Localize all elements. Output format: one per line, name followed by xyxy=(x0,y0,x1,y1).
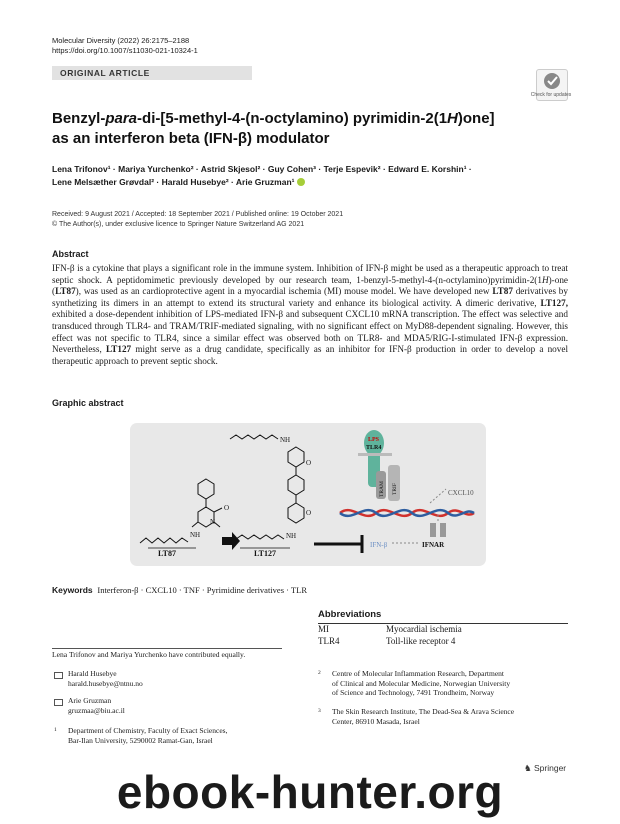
affiliation-number-3: 3 xyxy=(318,708,321,714)
lt127-nh-bottom: NH xyxy=(286,532,297,540)
journal-volume: Molecular Diversity (2022) 26:2175–2188 xyxy=(52,36,190,45)
mail-icon xyxy=(54,672,63,679)
affiliation-1: Department of Chemistry, Faculty of Exact Sciences, Bar-Ilan University, 5290002 Ramat-Gan, Israel xyxy=(68,726,228,745)
graphic-abstract-svg xyxy=(130,423,486,566)
ifnb-label: IFN-β xyxy=(370,541,388,549)
mail-icon xyxy=(54,699,63,706)
article-title xyxy=(52,109,522,149)
lt87-nh-label: NH xyxy=(190,531,201,539)
abbr-value-mi: Myocardial ischemia xyxy=(386,624,462,634)
crossmark-label: Check for updates xyxy=(530,92,572,98)
keywords-label: Keywords xyxy=(52,585,93,595)
affiliation-number-2: 2 xyxy=(318,670,321,676)
tlr4-label: TLR4 xyxy=(366,445,382,451)
abbreviations-heading: Abbreviations xyxy=(318,609,382,620)
copyright-notice: © The Author(s), under exclusive licence to Springer Nature Switzerland AG 2021 xyxy=(52,221,305,228)
publication-dates xyxy=(52,210,552,230)
lt127-o-bottom: O xyxy=(306,509,312,517)
correspondence-gruzman: Arie Gruzman gruzmaa@biu.ac.il xyxy=(68,696,125,715)
springer-logo: ♞ Springer xyxy=(524,763,567,773)
trif-label: TRIF xyxy=(392,483,398,495)
lt127-structure xyxy=(230,435,304,539)
author-list xyxy=(52,163,552,189)
email-husebye[interactable]: harald.husebye@ntnu.no xyxy=(68,678,143,688)
watermark-text: ebook-hunter.org xyxy=(116,766,504,818)
lt127-o-top: O xyxy=(306,459,312,467)
email-gruzman[interactable]: gruzmaa@biu.ac.il xyxy=(68,705,125,715)
authors-line-2: Lene Melsæther Grøvdal² · Harald Husebye² · Arie Gruzman¹ xyxy=(52,176,552,189)
footnote-rule xyxy=(52,648,282,649)
ifnar-label: IFNAR xyxy=(422,541,445,549)
lt87-label: LT87 xyxy=(158,549,176,558)
crossmark-icon xyxy=(537,70,567,92)
affiliation-3: The Skin Research Institute, The Dead-Sea & Arava Science Center, 86910 Masada, Israel xyxy=(332,707,515,726)
journal-citation xyxy=(52,36,198,56)
article-type-banner: ORIGINAL ARTICLE xyxy=(52,66,252,80)
abbr-key-tlr4: TLR4 xyxy=(318,636,340,646)
doi-link[interactable]: https://doi.org/10.1007/s11030-021-10324-1 xyxy=(52,46,198,55)
conversion-arrow xyxy=(222,532,240,550)
correspondence-husebye: Harald Husebye harald.husebye@ntnu.no xyxy=(68,669,143,688)
title-line-2: as an interferon beta (IFN-β) modulator xyxy=(52,130,330,147)
abstract-heading: Abstract xyxy=(52,249,89,259)
lt127-nh-top: NH xyxy=(280,436,291,444)
equal-contribution-note: Lena Trifonov and Mariya Yurchenko have contributed equally. xyxy=(52,650,246,659)
lt87-n-label: N xyxy=(210,518,216,526)
lps-label: LPS xyxy=(368,437,380,443)
lt87-structure xyxy=(140,479,222,543)
abstract-body: IFN-β is a cytokine that plays a significant role in the immune system. Inhibition of IFN-β might be used as a therapeutic approach to treat septic shock. A peptidomimetic previously developed by our research team, 1-benzyl-5-methyl-4-(n-octylamino)pyrimidin-2(1H)-one (LT87), was used as an cardioprotective agent in a myocardial ischemia (MI) mouse model. We have developed new LT87 derivatives by synthetizing its dimers in an attempt to extend its structural variety and enhance its biological activity. A dimeric derivative, LT127, exhibited a dose-dependent inhibition of LPS-mediated IFN-β and subsequent CXCL10 mRNA transcription. The effect was selective and transduced through TLR4- and TRAM/TRIF-mediated signaling, with no significant effect on MyD88-dependent signaling. However, this effect was not specific to TLR4, since a similar effect was observed both on TLR8- and MDA5/RIG-I-stimulated IFN-β expression. Nevertheless, LT127 might serve as a drug candidate, specifically as an inhibitor for IFN-β production in order to develop a novel therapeutic approach to prevent septic shock. xyxy=(52,263,569,366)
title-line-1: Benzyl-para-di-[5-methyl-4-(n-octylamino) pyrimidin-2(1H)one] xyxy=(52,110,495,127)
tram-label: TRAM xyxy=(379,481,385,497)
authors-line-1: Lena Trifonov¹ · Mariya Yurchenko² · Astrid Skjesol² · Guy Cohen³ · Terje Espevik² · Edward E. Korshin¹ · xyxy=(52,164,472,174)
dna-helix xyxy=(340,510,474,516)
abbr-key-mi: MI xyxy=(318,624,329,634)
graphic-abstract-figure xyxy=(130,423,486,566)
affiliation-number-1: 1 xyxy=(54,727,57,733)
orcid-icon[interactable] xyxy=(297,178,305,186)
cxcl10-label: CXCL10 xyxy=(448,489,474,497)
keywords-list: Interferon-β · CXCL10 · TNF · Pyrimidine derivatives · TLR xyxy=(97,585,307,595)
lt87-o-label: O xyxy=(224,504,230,512)
abbr-value-tlr4: Toll-like receptor 4 xyxy=(386,636,456,646)
keywords xyxy=(52,585,307,595)
affiliation-2: Centre of Molecular Inflammation Research, Department of Clinical and Molecular Medicine, Norwegian University of Science and Technology, 7491 Trondheim, Norway xyxy=(332,669,511,698)
springer-horse-icon: ♞ xyxy=(524,763,532,773)
graphic-abstract-heading: Graphic abstract xyxy=(52,398,124,408)
received-dates: Received: 9 August 2021 / Accepted: 18 September 2021 / Published online: 19 October 2021 xyxy=(52,211,344,218)
lt127-label: LT127 xyxy=(254,549,276,558)
